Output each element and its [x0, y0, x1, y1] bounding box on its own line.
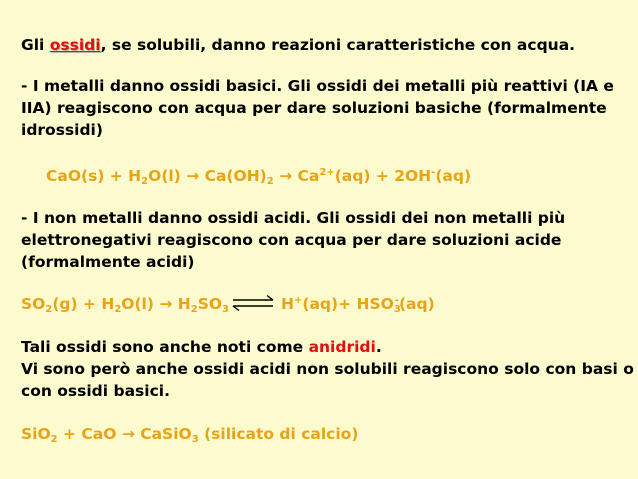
intro-text-end: , se solubili, danno reazioni caratteristiche con acqua.	[100, 36, 576, 54]
reaction-arrow: →	[279, 167, 293, 185]
reaction-arrow: →	[121, 425, 135, 443]
equation-so2: $SO_2(g) + H_2O(l) \to H_2SO_3$ $H^+(aq)+ HSO_3^-(aq)$	[21, 295, 435, 315]
metals-line-2: IIA) reagiscono con acqua per dare soluzioni basiche (formalmente	[21, 99, 607, 117]
nonmetals-line-3: (formalmente acidi)	[21, 253, 195, 271]
anhydride-line-3: con ossidi basici.	[21, 382, 170, 400]
term-anidridi: anidridi	[308, 338, 376, 356]
anhydride-line-1: Tali ossidi sono anche noti come anidridi.	[21, 338, 382, 356]
equation-cao: $CaO(s) + H_2O(l) \to Ca(OH)_2 \to Ca^{2+}(aq) + 2OH^-(aq)$	[46, 167, 472, 187]
anhydride-line-2: Vi sono però anche ossidi acidi non solubili reagiscono solo con basi o	[21, 360, 634, 378]
nonmetals-line-1: - I non metalli danno ossidi acidi. Gli ossidi dei non metalli più	[21, 209, 566, 227]
nonmetals-line-2: elettronegativi reagiscono con acqua per dare soluzioni acide	[21, 231, 562, 249]
equation-sio2: SiO$_2$ + CaO → CaSiO$_3$ (silicato di calcio)	[21, 425, 359, 445]
intro-text: Gli	[21, 36, 50, 54]
metals-line-1: - I metalli danno ossidi basici. Gli ossidi dei metalli più reattivi (IA e	[21, 77, 614, 95]
metals-line-3: idrossidi)	[21, 121, 103, 139]
intro-line	[21, 35, 575, 55]
term-ossidi: ossidi	[49, 36, 101, 54]
equilibrium-arrow-icon	[231, 294, 275, 312]
reaction-arrow: →	[186, 167, 200, 185]
reaction-arrow: →	[159, 295, 173, 313]
